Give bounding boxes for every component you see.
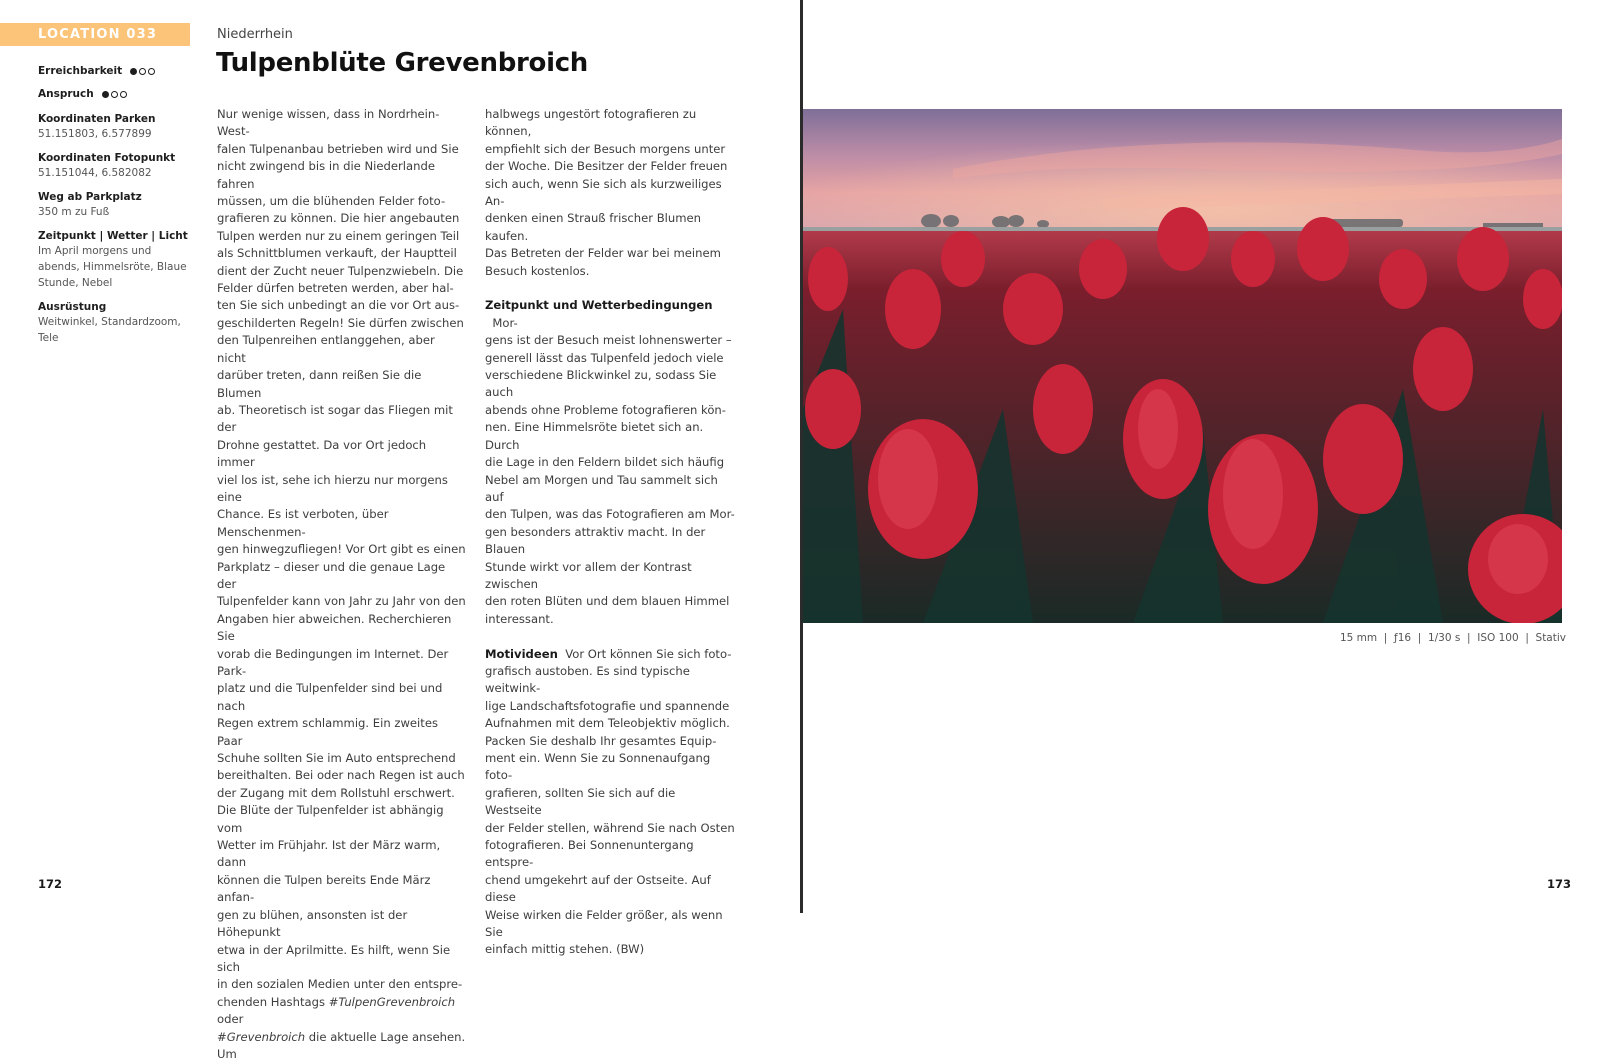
text-line: der Woche. Die Besitzer der Felder freuen: [485, 159, 728, 174]
text-line: als Schnittblumen verkauft, der Hauptteil: [217, 246, 457, 261]
text-line: Weise wirken die Felder größer, als wenn Sie: [485, 907, 723, 940]
anspruch-row: [38, 87, 188, 101]
rating-dot-empty-icon: [148, 68, 155, 75]
text-line: ment ein. Wenn Sie zu Sonnenaufgang foto-: [485, 751, 711, 783]
text-line: dient der Zucht neuer Tulpenzwiebeln. Die: [217, 263, 464, 278]
hashtag: #TulpenGrevenbroich: [328, 994, 456, 1009]
erreichbarkeit-label: Erreichbarkeit: [38, 65, 123, 77]
page-title: Tulpenblüte Grevenbroich: [216, 48, 589, 78]
location-badge: [0, 23, 190, 46]
body-column-1: [217, 106, 467, 1063]
text-line: in den sozialen Medien unter den entspre-: [217, 977, 463, 992]
text-line: chend umgekehrt auf der Ostseite. Auf diese: [485, 872, 711, 905]
text-line: gens ist der Besuch meist lohnenswerter –: [485, 333, 732, 348]
text-line: darüber treten, dann reißen Sie die Blumen: [217, 368, 422, 400]
info-value: Tele: [38, 332, 59, 344]
text-line: grafieren zu können. Die hier angebauten: [217, 211, 460, 226]
info-label: Weg ab Parkplatz: [38, 191, 142, 203]
text-line: bereithalten. Bei oder nach Regen ist auch: [217, 768, 465, 783]
text-line: [217, 994, 467, 1029]
text-fragment: oder: [217, 1012, 244, 1027]
text-line: die Lage in den Feldern bildet sich häufig: [485, 455, 725, 470]
text-fragment: Mor-: [485, 315, 518, 330]
text-line: müssen, um die blühenden Felder foto-: [217, 194, 446, 209]
text-line: lige Landschaftsfotografie und spannende: [485, 698, 730, 713]
section-heading: Motivideen: [485, 646, 558, 661]
text-line: Angaben hier abweichen. Recherchieren Sie: [217, 611, 452, 644]
column-2-intro: [485, 106, 735, 280]
tulip-field-photo: [803, 109, 1562, 623]
text-line: generell lässt das Tulpenfeld jedoch viele: [485, 350, 724, 365]
text-line: der Felder stellen, während Sie nach Osten: [485, 820, 735, 835]
text-line: gen hinwegzufliegen! Vor Ort gibt es einen: [217, 542, 466, 557]
rating-dot-filled-icon: [130, 68, 137, 75]
info-value: 350 m zu Fuß: [38, 206, 110, 218]
zeitpunkt-wetter-licht: [38, 229, 188, 291]
info-label: Ausrüstung: [38, 301, 107, 313]
rating-dot-empty-icon: [111, 91, 118, 98]
text-line: ten Sie sich unbedingt an die vor Ort aus-: [217, 298, 460, 313]
text-line: grafieren, sollten Sie sich auf die Westseite: [485, 785, 676, 818]
text-line: Wetter im Frühjahr. Ist der März warm, dann: [217, 838, 441, 870]
location-label: LOCATION 033: [38, 27, 158, 42]
text-line: den Tulpen, was das Fotografieren am Mor-: [485, 507, 735, 522]
text-line: denken einen Strauß frischer Blumen kaufen.: [485, 211, 702, 243]
rating-dot-filled-icon: [102, 91, 109, 98]
koordinaten-parken: [38, 112, 188, 142]
text-line: nen. Eine Himmelsröte bietet sich an. Durch: [485, 420, 704, 452]
text-line: interessant.: [485, 611, 554, 626]
text-line: [485, 297, 735, 332]
text-line: geschilderten Regeln! Sie dürfen zwischen: [217, 315, 464, 330]
anspruch-rating: [102, 91, 127, 98]
text-line: Die Blüte der Tulpenfelder ist abhängig vom: [217, 803, 444, 835]
column-1-lines: [217, 106, 467, 994]
text-line: Schuhe sollten Sie im Auto entsprechend: [217, 751, 456, 766]
info-label: Koordinaten Fotopunkt: [38, 152, 176, 164]
anspruch-label: Anspruch: [38, 88, 94, 100]
info-value: 51.151803, 6.577899: [38, 128, 152, 140]
text-line: einfach mittig stehen. (BW): [485, 942, 645, 957]
body-column-2: [485, 106, 735, 959]
text-line: fotografieren. Bei Sonnenuntergang entspre-: [485, 838, 694, 870]
ausruestung: [38, 300, 188, 346]
rating-dot-empty-icon: [139, 68, 146, 75]
right-page: [803, 0, 1600, 913]
info-value: Im April morgens und: [38, 245, 152, 257]
text-line: grafisch austoben. Es sind typische weitwink-: [485, 663, 690, 696]
info-value: 51.151044, 6.582082: [38, 167, 152, 179]
text-line: Aufnahmen mit dem Teleobjektiv möglich.: [485, 716, 730, 731]
text-line: Regen extrem schlammig. Ein zweites Paar: [217, 716, 438, 748]
weg-ab-parkplatz: [38, 190, 188, 220]
text-line: vorab die Bedingungen im Internet. Der Park-: [217, 646, 449, 678]
text-line: empfiehlt sich der Besuch morgens unter: [485, 141, 726, 156]
text-line: den roten Blüten und dem blauen Himmel: [485, 594, 730, 609]
text-line: Das Betreten der Felder war bei meinem: [485, 246, 721, 261]
page-number: 173: [1547, 877, 1572, 891]
info-label: Koordinaten Parken: [38, 113, 156, 125]
text-line: gen zu blühen, ansonsten ist der Höhepunkt: [217, 907, 408, 940]
text-line: Felder dürfen betreten werden, aber hal-: [217, 281, 454, 296]
text-line: den Tulpenreihen entlanggehen, aber nicht: [217, 333, 435, 365]
text-fragment: chenden Hashtags: [217, 994, 329, 1009]
text-line: etwa in der Aprilmitte. Es hilft, wenn Sie sich: [217, 942, 451, 974]
text-line: ab. Theoretisch ist sogar das Fliegen mit der: [217, 402, 453, 435]
info-label: Zeitpunkt | Wetter | Licht: [38, 230, 188, 242]
text-line: Drohne gestattet. Da vor Ort jedoch immer: [217, 437, 427, 470]
text-line: Parkplatz – dieser und die genaue Lage der: [217, 559, 446, 591]
text-fragment: die aktuelle Lage ansehen. Um: [217, 1029, 466, 1061]
text-line: viel los ist, sehe ich hierzu nur morgens eine: [217, 472, 448, 504]
text-line: Stunde wirkt vor allem der Kontrast zwischen: [485, 559, 692, 591]
text-line: können die Tulpen bereits Ende März anfan-: [217, 872, 431, 905]
text-line: [485, 646, 735, 663]
left-page: [0, 0, 800, 1061]
section-2-lines: [485, 663, 735, 959]
text-line: Nur wenige wissen, dass in Nordrhein-West-: [217, 107, 440, 139]
text-line: Besuch kostenlos.: [485, 263, 590, 278]
info-sidebar: [38, 64, 188, 355]
text-line: Tulpenfelder kann von Jahr zu Jahr von den: [217, 594, 466, 609]
text-line: verschiedene Blickwinkel zu, sodass Sie auch: [485, 368, 717, 400]
info-value: Stunde, Nebel: [38, 277, 113, 289]
koordinaten-fotopunkt: [38, 151, 188, 181]
hashtag: #Grevenbroich: [217, 1029, 306, 1044]
text-line: [217, 1029, 467, 1063]
text-line: sich auch, wenn Sie sich als kurzweiliges An-: [485, 176, 722, 209]
photo-caption: 15 mm | ƒ16 | 1/30 s | ISO 100 | Stativ: [1339, 632, 1566, 644]
text-line: halbwegs ungestört fotografieren zu können,: [485, 107, 697, 139]
erreichbarkeit-rating: [130, 68, 155, 75]
region-label: Niederrhein: [217, 27, 293, 42]
erreichbarkeit-row: [38, 64, 188, 78]
info-value: abends, Himmelsröte, Blaue: [38, 261, 187, 273]
info-value: Weitwinkel, Standardzoom,: [38, 316, 181, 328]
text-line: platz und die Tulpenfelder sind bei und nach: [217, 681, 443, 713]
section-1-lines: [485, 332, 735, 628]
text-line: Chance. Es ist verboten, über Menschenmen-: [217, 507, 389, 539]
text-line: der Zugang mit dem Rollstuhl erschwert.: [217, 785, 455, 800]
text-line: Nebel am Morgen und Tau sammelt sich auf: [485, 472, 718, 504]
text-fragment: Vor Ort können Sie sich foto-: [557, 646, 732, 661]
text-line: nicht zwingend bis in die Niederlande fahren: [217, 159, 435, 191]
rating-dot-empty-icon: [120, 91, 127, 98]
text-line: falen Tulpenanbau betrieben wird und Sie: [217, 141, 459, 156]
text-line: gen besonders attraktiv macht. In der Blauen: [485, 524, 706, 557]
text-line: abends ohne Probleme fotografieren kön-: [485, 402, 726, 417]
text-line: Tulpen werden nur zu einem geringen Teil: [217, 228, 460, 243]
section-heading: Zeitpunkt und Wetterbedingungen: [485, 298, 713, 313]
page-number: 172: [38, 877, 63, 891]
text-line: Packen Sie deshalb Ihr gesamtes Equip-: [485, 733, 717, 748]
